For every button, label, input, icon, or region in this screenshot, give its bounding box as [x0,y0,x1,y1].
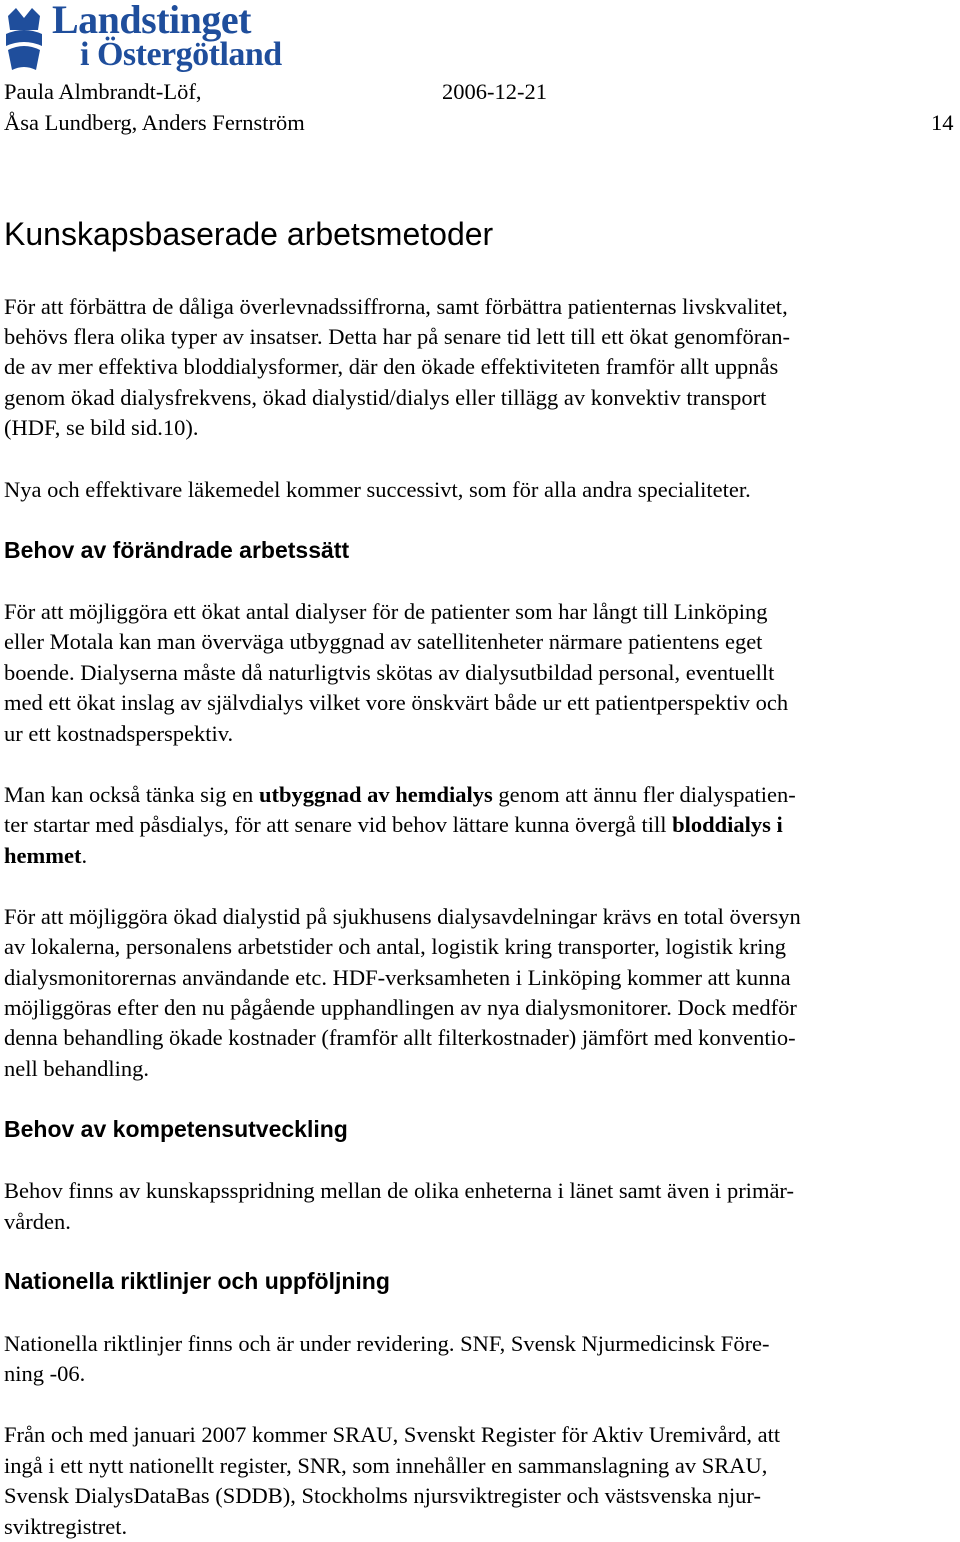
text-run: ter startar med påsdialys, för att senare vid behov lättare kunna övergå till [4,812,673,837]
para6-line: vården. [4,1209,71,1234]
para1-line: genom ökad dialysfrekvens, ökad dialystid/dialys eller tillägg av konvektiv transport [4,385,767,410]
para7-line: ning -06. [4,1361,86,1386]
para5-line: nell behandling. [4,1056,149,1081]
para3-line: ur ett kostnadsperspektiv. [4,721,234,746]
logo-line-1: Landstinget [52,0,251,42]
para5-line: För att möjliggöra ökad dialystid på sjukhusens dialysavdelningar krävs en total översyn [4,904,801,929]
para4-line-3 [4,841,87,871]
landstinget-logo [0,0,310,78]
para6-line: Behov finns av kunskapsspridning mellan de olika enheterna i länet samt även i primär- [4,1178,794,1203]
para8-line: sviktregistret. [4,1514,128,1539]
para5-line: denna behandling ökade kostnader (framför allt filterkostnader) jämfört med konventio- [4,1025,796,1050]
para2-line: Nya och effektivare läkemedel kommer successivt, som för alla andra specialiteter. [4,477,751,502]
text-run: genom att ännu fler dialyspatien- [492,782,796,807]
crown-emblem-icon [2,6,46,72]
heading-nationella-riktlinjer: Nationella riktlinjer och uppföljning [4,1268,390,1294]
header-date: 2006-12-21 [442,79,547,104]
para8-line: ingå i ett nytt nationellt register, SNR, som innehåller en sammanslagning av SRAU, [4,1453,768,1478]
text-run: . [81,843,88,868]
para3-line: För att möjliggöra ett ökat antal dialyser för de patienter som har långt till Linköping [4,599,768,624]
para3-line: eller Motala kan man överväga utbyggnad av satellitenheter närmare patientens eget [4,629,763,654]
page-number: 14 [931,110,954,135]
bold-run: hemmet [4,843,82,868]
para4-line-2 [4,810,783,840]
heading-behov-arbetssatt: Behov av förändrade arbetssätt [4,537,350,563]
logo-line-2: i Östergötland [80,36,282,73]
para7-line: Nationella riktlinjer finns och är under revidering. SNF, Svensk Njurmedicinsk Före- [4,1331,770,1356]
para1-line: behövs flera olika typer av insatser. Detta har på senare tid lett till ett ökat genomföran- [4,324,790,349]
text-run: Man kan också tänka sig en [4,782,259,807]
para1-line: de av mer effektiva bloddialysformer, där den ökade effektiviteten framför allt uppnås [4,354,779,379]
para5-line: av lokalerna, personalens arbetstider och antal, logistik kring transporter, logistik kring [4,934,787,959]
para3-line: med ett ökat inslag av självdialys vilket vore önskvärt både ur ett patientperspektiv och [4,690,789,715]
para5-line: möjliggöras efter den nu pågående upphandlingen av nya dialysmonitorer. Dock medför [4,995,797,1020]
page-title: Kunskapsbaserade arbetsmetoder [4,216,494,252]
heading-kompetensutveckling: Behov av kompetensutveckling [4,1116,348,1142]
bold-run: bloddialys i [672,812,783,837]
para8-line: Svensk DialysDataBas (SDDB), Stockholms njursviktregister och västsvenska njur- [4,1483,761,1508]
para1-line: För att förbättra de dåliga överlevnadssiffrorna, samt förbättra patienternas livskvalitet, [4,294,788,319]
para1-line: (HDF, se bild sid.10). [4,415,199,440]
bold-run: utbyggnad av hemdialys [258,782,493,807]
header-author-line-1: Paula Almbrandt-Löf, [4,79,202,104]
para8-line: Från och med januari 2007 kommer SRAU, Svenskt Register för Aktiv Uremivård, att [4,1422,781,1447]
header-author-line-2: Åsa Lundberg, Anders Fernström [4,110,305,135]
para5-line: dialysmonitorernas användande etc. HDF-verksamheten i Linköping kommer att kunna [4,965,791,990]
para4-line-1 [4,780,796,810]
para3-line: boende. Dialyserna måste då naturligtvis skötas av dialysutbildad personal, eventuellt [4,660,775,685]
